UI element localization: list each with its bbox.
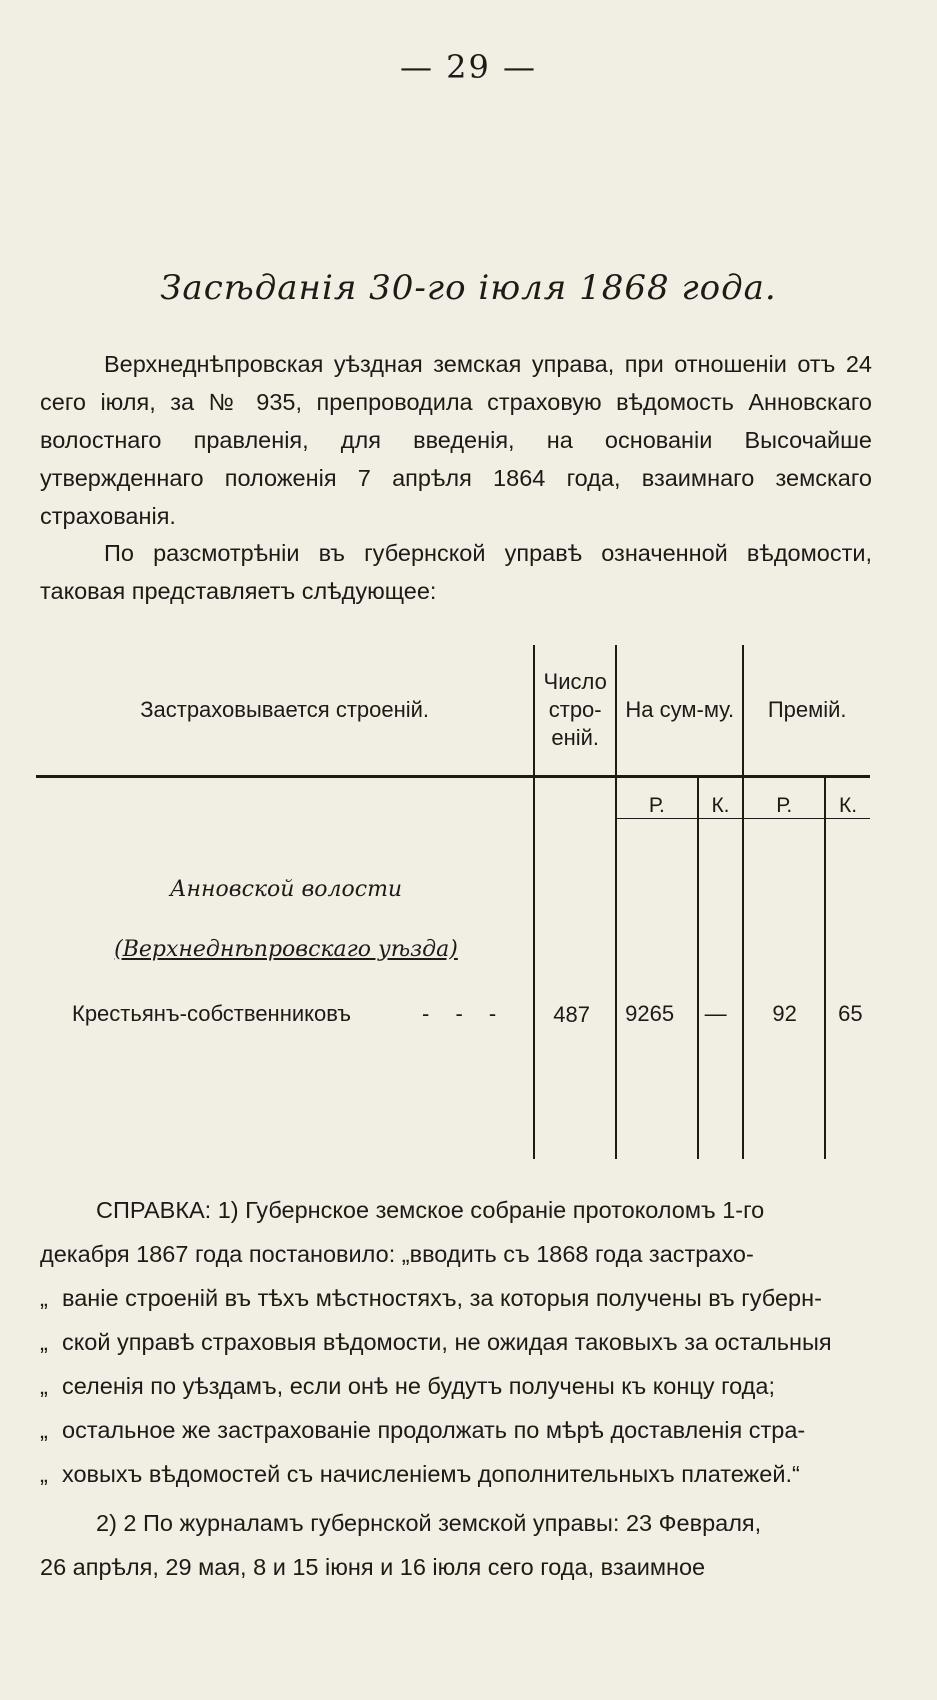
session-heading: Засѣданія 30-го іюля 1868 года.: [160, 268, 777, 308]
subheader-premium-kop: К.: [825, 777, 870, 819]
spravka-line-7-wrap: [40, 1461, 872, 1488]
header-premium: Премій.: [743, 645, 870, 777]
row-dashes: - - -: [422, 1000, 507, 1026]
spravka-line-2: декабря 1867 года постановило: „вводить съ 1868 года застрахо-: [40, 1241, 754, 1267]
paragraph-1: Верхнеднѣпровская уѣздная земская управа, при отношеніи отъ 24 сего іюля, за № 935, препроводила страховую вѣдомость Анновскаго волостнаго правленія, для введенія, на основаніи Высочайше утвержденнаго положенія 7 апрѣля 1864 года, взаимнаго земскаго страхованія.: [40, 351, 872, 529]
spravka-line-1: СПРАВКА: 1) Губернское земское собраніе протоколомъ 1-го: [96, 1197, 765, 1223]
premium-rub-cell: [743, 819, 825, 1160]
premium-kop-value: 65: [838, 1001, 863, 1026]
buildings-cell: [534, 819, 616, 1160]
insurance-table: [36, 645, 870, 1159]
spravka-line-9: 26 апрѣля, 29 мая, 8 и 15 іюня и 16 іюля сего года, взаимное: [40, 1554, 706, 1580]
header-sum: На сум-му.: [616, 645, 743, 777]
subheader-sum-kop: К.: [698, 777, 744, 819]
spravka-line-3-wrap: [40, 1285, 872, 1312]
spravka-line-3: ваніе строеній въ тѣхъ мѣстностяхъ, за которыя получены въ губерн-: [62, 1285, 822, 1311]
volost-name: Анновской волости: [169, 876, 403, 902]
sum-kop-cell: [698, 819, 744, 1160]
header-buildings-insured: Застраховывается строеній.: [36, 645, 534, 777]
premium-rub-value: 92: [772, 1001, 797, 1026]
buildings-value: 487: [553, 1001, 590, 1027]
sum-rub-value: 9265: [625, 1001, 675, 1026]
uezd-name: (Верхнеднѣпровскаго уѣзда): [114, 936, 458, 962]
spravka-line-6: остальное же застрахованіе продолжать по мѣрѣ доставленія стра-: [62, 1417, 806, 1443]
spravka-line-5: селенія по уѣздамъ, если онѣ не будутъ получены къ концу года;: [62, 1373, 775, 1399]
quote-mark: „: [40, 1461, 48, 1487]
spravka-line-8: 2) 2 По журналамъ губернской земской управы: 23 Февраля,: [96, 1510, 762, 1536]
sum-kop-value: —: [704, 1001, 727, 1026]
quote-mark: „: [40, 1373, 48, 1399]
spravka-line-5-wrap: [40, 1373, 872, 1400]
sum-rub-cell: [616, 819, 697, 1160]
premium-kop-cell: [825, 819, 870, 1160]
subheader-blank-2: [534, 777, 616, 819]
row-description-cell: [36, 819, 534, 1160]
spravka-line-7: ховыхъ вѣдомостей съ начисленіемъ дополнительныхъ платежей.“: [62, 1461, 800, 1487]
page-number: — 29 —: [399, 48, 538, 86]
spravka-line-4-wrap: [40, 1329, 872, 1356]
quote-mark: „: [40, 1285, 48, 1311]
table-row: [36, 819, 870, 1160]
quote-mark: „: [40, 1329, 48, 1355]
quote-mark: „: [40, 1417, 48, 1443]
paragraph-2: По разсмотрѣніи въ губернской управѣ означенной вѣдомости, таковая представляетъ слѣдующее:: [40, 540, 872, 604]
spravka-line-4: ской управѣ страховыя вѣдомости, не ожидая таковыхъ за остальныя: [62, 1329, 832, 1355]
spravka-line-6-wrap: [40, 1417, 872, 1444]
table-header-row: [36, 645, 870, 777]
subheader-premium-rub: Р.: [743, 777, 825, 819]
table-subheader-row: [36, 777, 870, 819]
row-label: Крестьянъ-собственниковъ: [72, 1000, 351, 1026]
header-building-count: Число стро-еній.: [534, 645, 616, 777]
subheader-sum-rub: Р.: [616, 777, 697, 819]
subheader-blank-1: [36, 777, 534, 819]
